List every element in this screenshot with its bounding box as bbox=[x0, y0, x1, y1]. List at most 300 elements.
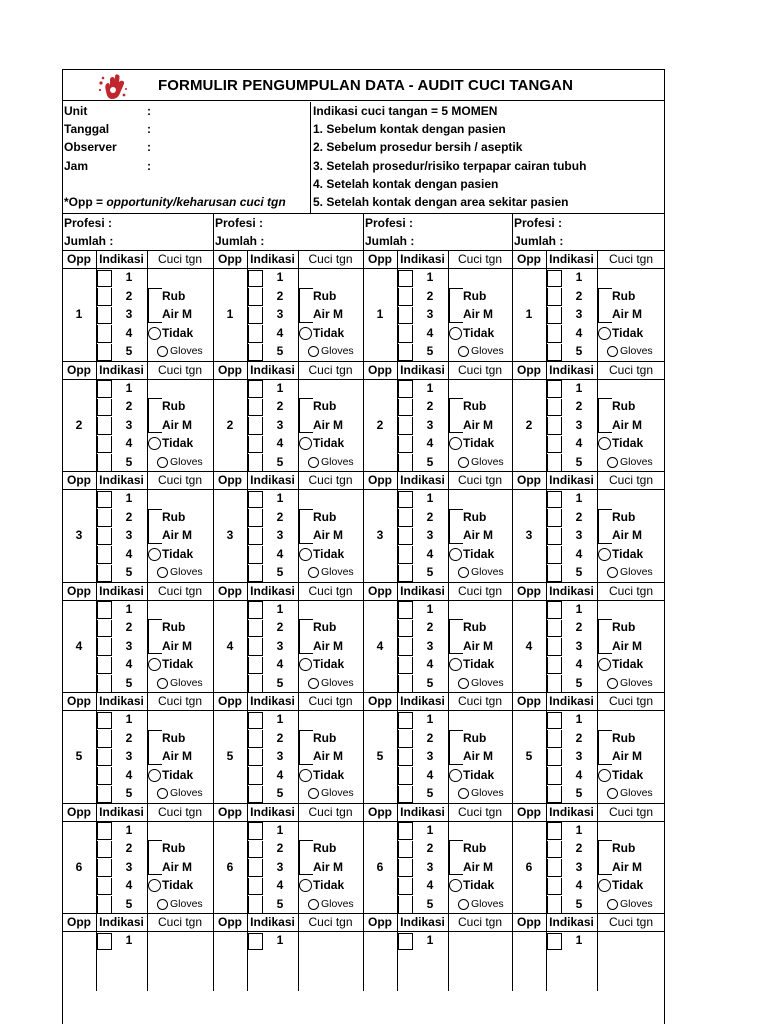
indikasi-checkbox[interactable] bbox=[248, 859, 263, 876]
indikasi-checkbox[interactable] bbox=[547, 822, 562, 839]
indikasi-checkbox[interactable] bbox=[248, 565, 263, 582]
indikasi-checkbox[interactable] bbox=[398, 288, 413, 305]
rub-checkbox[interactable] bbox=[148, 840, 162, 875]
indikasi-checkbox[interactable] bbox=[547, 509, 562, 526]
indikasi-option-3: 3 bbox=[276, 307, 284, 322]
option-air-m: Air M bbox=[463, 859, 493, 874]
indikasi-option-1: 1 bbox=[276, 601, 284, 616]
option-air-m: Air M bbox=[463, 417, 493, 432]
indikasi-option-3: 3 bbox=[125, 417, 133, 432]
indikasi-checkbox[interactable] bbox=[398, 565, 413, 582]
rub-checkbox[interactable] bbox=[299, 288, 313, 323]
rub-checkbox[interactable] bbox=[148, 509, 162, 544]
rub-checkbox[interactable] bbox=[299, 730, 313, 765]
indikasi-checkbox[interactable] bbox=[398, 749, 413, 766]
gloves-radio[interactable] bbox=[607, 678, 618, 689]
indikasi-checkbox[interactable] bbox=[398, 380, 413, 397]
field-colon: : bbox=[147, 104, 151, 118]
option-tidak: Tidak bbox=[612, 657, 644, 672]
indikasi-option-4: 4 bbox=[575, 436, 583, 451]
indikasi-checkbox[interactable] bbox=[398, 712, 413, 729]
indikasi-checkbox[interactable] bbox=[398, 841, 413, 858]
col-divider bbox=[363, 913, 364, 991]
tidak-radio[interactable] bbox=[449, 327, 462, 340]
rub-checkbox[interactable] bbox=[598, 619, 612, 654]
indikasi-checkbox[interactable] bbox=[97, 638, 112, 655]
jumlah-label: Jumlah : bbox=[64, 234, 114, 248]
header-cuci-tgn: Cuci tgn bbox=[608, 583, 654, 598]
tidak-radio[interactable] bbox=[449, 548, 462, 561]
indikasi-checkbox[interactable] bbox=[547, 675, 562, 692]
indikasi-checkbox[interactable] bbox=[547, 749, 562, 766]
header-cuci-tgn: Cuci tgn bbox=[608, 804, 654, 819]
indikasi-checkbox[interactable] bbox=[97, 344, 112, 361]
indikasi-option-4: 4 bbox=[426, 436, 434, 451]
option-tidak: Tidak bbox=[612, 436, 644, 451]
header-cuci-tgn: Cuci tgn bbox=[157, 252, 203, 266]
indikasi-checkbox[interactable] bbox=[97, 933, 112, 950]
opp-note bbox=[64, 193, 286, 211]
indikasi-checkbox[interactable] bbox=[97, 620, 112, 637]
opp-number: 6 bbox=[376, 859, 384, 874]
option-rub: Rub bbox=[313, 509, 337, 524]
tidak-radio[interactable] bbox=[598, 327, 611, 340]
option-gloves: Gloves bbox=[170, 455, 203, 468]
header-indikasi: Indikasi bbox=[99, 473, 144, 487]
indikasi-checkbox[interactable] bbox=[248, 491, 263, 508]
gloves-radio[interactable] bbox=[308, 457, 319, 468]
indikasi-checkbox[interactable] bbox=[248, 878, 263, 895]
indikasi-checkbox[interactable] bbox=[97, 546, 112, 563]
field-colon: : bbox=[147, 122, 151, 137]
header-indikasi: Indikasi bbox=[250, 583, 295, 598]
indikasi-option-4: 4 bbox=[125, 657, 133, 672]
indikasi-option-4: 4 bbox=[276, 436, 284, 451]
indikasi-option-5: 5 bbox=[125, 786, 133, 801]
indikasi-checkbox[interactable] bbox=[547, 344, 562, 361]
header-opp: Opp bbox=[67, 694, 91, 708]
jumlah-label: Jumlah : bbox=[365, 234, 415, 248]
rub-checkbox[interactable] bbox=[148, 288, 162, 323]
opp-number: 2 bbox=[525, 417, 533, 432]
indikasi-checkbox[interactable] bbox=[398, 933, 413, 950]
header-indikasi: Indikasi bbox=[549, 804, 594, 819]
indikasi-checkbox[interactable] bbox=[398, 528, 413, 545]
header-opp: Opp bbox=[368, 804, 392, 819]
indikasi-option-5: 5 bbox=[575, 786, 583, 801]
col-divider bbox=[664, 692, 665, 803]
option-gloves: Gloves bbox=[321, 345, 354, 358]
indikasi-checkbox[interactable] bbox=[97, 859, 112, 876]
indikasi-checkbox[interactable] bbox=[97, 767, 112, 784]
indikasi-checkbox[interactable] bbox=[248, 822, 263, 839]
tidak-radio[interactable] bbox=[148, 327, 161, 340]
profesi-label: Profesi : bbox=[365, 216, 414, 230]
indikasi-checkbox[interactable] bbox=[248, 399, 263, 416]
indikasi-checkbox[interactable] bbox=[547, 436, 562, 453]
indikasi-option-2: 2 bbox=[426, 730, 434, 745]
indikasi-option-4: 4 bbox=[575, 878, 583, 893]
indikasi-checkbox[interactable] bbox=[248, 767, 263, 784]
indikasi-option-5: 5 bbox=[575, 454, 583, 469]
rub-checkbox[interactable] bbox=[299, 619, 313, 654]
indikasi-checkbox[interactable] bbox=[547, 270, 562, 287]
indikasi-checkbox[interactable] bbox=[97, 749, 112, 766]
header-cuci-tgn: Cuci tgn bbox=[608, 473, 654, 487]
indikasi-checkbox[interactable] bbox=[398, 436, 413, 453]
indikasi-checkbox[interactable] bbox=[547, 730, 562, 747]
indikasi-checkbox[interactable] bbox=[97, 730, 112, 747]
indikasi-option-1: 1 bbox=[575, 822, 583, 837]
indikasi-option-5: 5 bbox=[125, 454, 133, 469]
indikasi-checkbox[interactable] bbox=[248, 712, 263, 729]
tidak-radio[interactable] bbox=[299, 769, 312, 782]
indikasi-checkbox[interactable] bbox=[398, 878, 413, 895]
indikasi-option-5: 5 bbox=[575, 675, 583, 690]
gloves-radio[interactable] bbox=[607, 457, 618, 468]
option-air-m: Air M bbox=[162, 859, 192, 874]
indikasi-option-1: 1 bbox=[575, 601, 583, 616]
rub-checkbox[interactable] bbox=[299, 398, 313, 433]
indikasi-checkbox[interactable] bbox=[547, 454, 562, 471]
indikasi-checkbox[interactable] bbox=[97, 417, 112, 434]
rub-checkbox[interactable] bbox=[449, 840, 463, 875]
indikasi-checkbox[interactable] bbox=[547, 767, 562, 784]
option-air-m: Air M bbox=[313, 859, 343, 874]
indikasi-checkbox[interactable] bbox=[97, 380, 112, 397]
indikasi-checkbox[interactable] bbox=[398, 767, 413, 784]
indikasi-option-1: 1 bbox=[125, 491, 133, 506]
gloves-radio[interactable] bbox=[157, 899, 168, 910]
indikasi-checkbox[interactable] bbox=[547, 491, 562, 508]
option-gloves: Gloves bbox=[321, 455, 354, 468]
option-tidak: Tidak bbox=[612, 546, 644, 561]
indikasi-checkbox[interactable] bbox=[547, 546, 562, 563]
indikasi-checkbox[interactable] bbox=[248, 601, 263, 618]
indikasi-checkbox[interactable] bbox=[547, 657, 562, 674]
rub-checkbox[interactable] bbox=[449, 619, 463, 654]
sub-divider bbox=[298, 913, 299, 991]
option-rub: Rub bbox=[313, 399, 337, 414]
option-tidak: Tidak bbox=[463, 436, 495, 451]
gloves-radio[interactable] bbox=[458, 899, 469, 910]
indikasi-checkbox[interactable] bbox=[248, 307, 263, 324]
indikasi-checkbox[interactable] bbox=[97, 786, 112, 803]
indikasi-checkbox[interactable] bbox=[248, 344, 263, 361]
option-gloves: Gloves bbox=[471, 676, 504, 689]
rub-checkbox[interactable] bbox=[449, 398, 463, 433]
indikasi-option-5: 5 bbox=[125, 565, 133, 580]
header-opp: Opp bbox=[517, 694, 541, 708]
indikasi-checkbox[interactable] bbox=[547, 896, 562, 913]
indikasi-option-1: 1 bbox=[125, 822, 133, 837]
indikasi-checkbox[interactable] bbox=[248, 657, 263, 674]
header-indikasi: Indikasi bbox=[549, 583, 594, 598]
indikasi-option-4: 4 bbox=[125, 436, 133, 451]
option-gloves: Gloves bbox=[170, 897, 203, 910]
rub-checkbox[interactable] bbox=[449, 509, 463, 544]
indikasi-checkbox[interactable] bbox=[97, 675, 112, 692]
indikasi-checkbox[interactable] bbox=[97, 509, 112, 526]
indikasi-checkbox[interactable] bbox=[248, 380, 263, 397]
indikasi-option-1: 1 bbox=[276, 270, 284, 285]
indikasi-checkbox[interactable] bbox=[248, 325, 263, 342]
option-rub: Rub bbox=[612, 399, 636, 414]
opp-number: 1 bbox=[525, 307, 533, 322]
jumlah-label: Jumlah : bbox=[215, 234, 265, 248]
indikasi-option-3: 3 bbox=[575, 307, 583, 322]
indikasi-checkbox[interactable] bbox=[547, 712, 562, 729]
col-divider bbox=[62, 913, 63, 991]
indikasi-checkbox[interactable] bbox=[248, 896, 263, 913]
header-indikasi: Indikasi bbox=[250, 362, 295, 377]
rub-checkbox[interactable] bbox=[148, 730, 162, 765]
indikasi-checkbox[interactable] bbox=[248, 436, 263, 453]
indikasi-checkbox[interactable] bbox=[398, 786, 413, 803]
indikasi-checkbox[interactable] bbox=[547, 841, 562, 858]
indikasi-checkbox[interactable] bbox=[398, 325, 413, 342]
header-opp: Opp bbox=[218, 694, 242, 708]
option-gloves: Gloves bbox=[471, 566, 504, 579]
indikasi-option-1: 1 bbox=[426, 601, 434, 616]
option-gloves: Gloves bbox=[321, 897, 354, 910]
indikasi-checkbox[interactable] bbox=[547, 620, 562, 637]
indikasi-checkbox[interactable] bbox=[398, 307, 413, 324]
indikasi-checkbox[interactable] bbox=[97, 822, 112, 839]
rub-checkbox[interactable] bbox=[598, 840, 612, 875]
header-indikasi: Indikasi bbox=[400, 362, 445, 377]
tidak-radio[interactable] bbox=[299, 548, 312, 561]
rub-checkbox[interactable] bbox=[148, 398, 162, 433]
indikasi-option-1: 1 bbox=[276, 822, 284, 837]
sub-divider bbox=[397, 913, 398, 991]
tidak-radio[interactable] bbox=[449, 769, 462, 782]
indikasi-checkbox[interactable] bbox=[547, 878, 562, 895]
gloves-radio[interactable] bbox=[458, 457, 469, 468]
indikasi-checkbox[interactable] bbox=[97, 270, 112, 287]
indikasi-checkbox[interactable] bbox=[97, 399, 112, 416]
indikasi-option-2: 2 bbox=[276, 841, 284, 856]
indikasi-checkbox[interactable] bbox=[97, 712, 112, 729]
indikasi-checkbox[interactable] bbox=[547, 933, 562, 950]
indikasi-option-4: 4 bbox=[276, 546, 284, 561]
indikasi-checkbox[interactable] bbox=[248, 749, 263, 766]
rub-checkbox[interactable] bbox=[598, 288, 612, 323]
header-cuci-tgn: Cuci tgn bbox=[157, 362, 203, 377]
indikasi-checkbox[interactable] bbox=[547, 859, 562, 876]
indikasi-checkbox[interactable] bbox=[547, 399, 562, 416]
indikasi-checkbox[interactable] bbox=[398, 657, 413, 674]
indikasi-option-5: 5 bbox=[426, 675, 434, 690]
option-tidak: Tidak bbox=[162, 546, 194, 561]
opp-number: 2 bbox=[376, 417, 384, 432]
gloves-radio[interactable] bbox=[607, 899, 618, 910]
header-opp: Opp bbox=[368, 473, 392, 487]
indikasi-checkbox[interactable] bbox=[97, 878, 112, 895]
indikasi-checkbox[interactable] bbox=[398, 896, 413, 913]
indikasi-option-2: 2 bbox=[426, 620, 434, 635]
indikasi-checkbox[interactable] bbox=[97, 896, 112, 913]
option-gloves: Gloves bbox=[620, 787, 653, 800]
indikasi-checkbox[interactable] bbox=[97, 841, 112, 858]
sub-divider bbox=[147, 913, 148, 991]
gloves-radio[interactable] bbox=[458, 678, 469, 689]
gloves-radio[interactable] bbox=[308, 678, 319, 689]
option-tidak: Tidak bbox=[162, 657, 194, 672]
indikasi-checkbox[interactable] bbox=[248, 638, 263, 655]
indikasi-option-4: 4 bbox=[426, 657, 434, 672]
indikasi-checkbox[interactable] bbox=[248, 509, 263, 526]
option-gloves: Gloves bbox=[620, 455, 653, 468]
opp-number: 1 bbox=[226, 307, 234, 322]
indikasi-checkbox[interactable] bbox=[398, 822, 413, 839]
indikasi-checkbox[interactable] bbox=[248, 528, 263, 545]
indikasi-checkbox[interactable] bbox=[97, 565, 112, 582]
indikasi-option-4: 4 bbox=[426, 546, 434, 561]
option-air-m: Air M bbox=[463, 638, 493, 653]
sub-divider bbox=[597, 913, 598, 991]
indikasi-option-3: 3 bbox=[575, 417, 583, 432]
indikasi-checkbox[interactable] bbox=[398, 638, 413, 655]
rub-checkbox[interactable] bbox=[598, 730, 612, 765]
indikasi-option-2: 2 bbox=[575, 509, 583, 524]
header-indikasi: Indikasi bbox=[549, 473, 594, 487]
rub-checkbox[interactable] bbox=[449, 288, 463, 323]
indikasi-checkbox[interactable] bbox=[547, 307, 562, 324]
indikasi-checkbox[interactable] bbox=[248, 841, 263, 858]
indikasi-option-3: 3 bbox=[276, 749, 284, 764]
indikasi-checkbox[interactable] bbox=[248, 454, 263, 471]
header-opp: Opp bbox=[368, 915, 392, 929]
indikasi-checkbox[interactable] bbox=[547, 380, 562, 397]
rub-checkbox[interactable] bbox=[299, 840, 313, 875]
option-air-m: Air M bbox=[313, 307, 343, 322]
header-opp: Opp bbox=[517, 804, 541, 819]
indikasi-checkbox[interactable] bbox=[248, 546, 263, 563]
indikasi-option-5: 5 bbox=[125, 344, 133, 359]
opp-note-text: opportunity/keharusan cuci tgn bbox=[106, 195, 286, 209]
indikasi-checkbox[interactable] bbox=[547, 786, 562, 803]
gloves-radio[interactable] bbox=[157, 678, 168, 689]
header-cuci-tgn: Cuci tgn bbox=[608, 694, 654, 708]
header-indikasi: Indikasi bbox=[400, 473, 445, 487]
indikasi-checkbox[interactable] bbox=[97, 288, 112, 305]
rub-checkbox[interactable] bbox=[598, 398, 612, 433]
header-opp: Opp bbox=[67, 252, 91, 266]
rub-checkbox[interactable] bbox=[148, 619, 162, 654]
indikasi-checkbox[interactable] bbox=[398, 859, 413, 876]
indikasi-checkbox[interactable] bbox=[248, 270, 263, 287]
indikasi-checkbox[interactable] bbox=[398, 417, 413, 434]
option-air-m: Air M bbox=[612, 749, 642, 764]
tidak-radio[interactable] bbox=[598, 769, 611, 782]
indikasi-checkbox[interactable] bbox=[97, 491, 112, 508]
rub-checkbox[interactable] bbox=[299, 509, 313, 544]
indikasi-checkbox[interactable] bbox=[248, 417, 263, 434]
indikasi-checkbox[interactable] bbox=[398, 509, 413, 526]
header-opp: Opp bbox=[67, 362, 91, 377]
indikasi-option-4: 4 bbox=[276, 325, 284, 340]
indikasi-option-2: 2 bbox=[426, 509, 434, 524]
indikasi-checkbox[interactable] bbox=[547, 325, 562, 342]
indikasi-option-3: 3 bbox=[575, 638, 583, 653]
indikasi-checkbox[interactable] bbox=[398, 675, 413, 692]
indikasi-checkbox[interactable] bbox=[547, 638, 562, 655]
option-gloves: Gloves bbox=[620, 676, 653, 689]
header-indikasi: Indikasi bbox=[250, 694, 295, 708]
indikasi-option-3: 3 bbox=[276, 638, 284, 653]
indikasi-checkbox[interactable] bbox=[248, 620, 263, 637]
indikasi-checkbox[interactable] bbox=[547, 417, 562, 434]
option-air-m: Air M bbox=[463, 528, 493, 543]
gloves-radio[interactable] bbox=[157, 457, 168, 468]
indikasi-checkbox[interactable] bbox=[248, 786, 263, 803]
indikasi-checkbox[interactable] bbox=[398, 270, 413, 287]
indikasi-option-2: 2 bbox=[575, 841, 583, 856]
indikasi-option-3: 3 bbox=[125, 859, 133, 874]
indikasi-checkbox[interactable] bbox=[97, 657, 112, 674]
opp-number: 6 bbox=[75, 859, 83, 874]
tidak-radio[interactable] bbox=[148, 548, 161, 561]
tidak-radio[interactable] bbox=[598, 548, 611, 561]
indikasi-checkbox[interactable] bbox=[248, 288, 263, 305]
indikasi-checkbox[interactable] bbox=[97, 454, 112, 471]
option-air-m: Air M bbox=[612, 638, 642, 653]
indikasi-checkbox[interactable] bbox=[398, 454, 413, 471]
indikasi-option-3: 3 bbox=[575, 749, 583, 764]
jumlah-label: Jumlah : bbox=[514, 234, 564, 248]
indikasi-checkbox[interactable] bbox=[97, 307, 112, 324]
header-indikasi: Indikasi bbox=[99, 583, 144, 598]
header-opp: Opp bbox=[67, 804, 91, 819]
indikasi-checkbox[interactable] bbox=[547, 288, 562, 305]
indikasi-checkbox[interactable] bbox=[398, 399, 413, 416]
indikasi-checkbox[interactable] bbox=[398, 491, 413, 508]
tidak-radio[interactable] bbox=[299, 327, 312, 340]
indikasi-option-4: 4 bbox=[575, 325, 583, 340]
option-gloves: Gloves bbox=[321, 566, 354, 579]
indikasi-option-3: 3 bbox=[426, 528, 434, 543]
indikasi-checkbox[interactable] bbox=[547, 528, 562, 545]
indikasi-checkbox[interactable] bbox=[248, 933, 263, 950]
gloves-radio[interactable] bbox=[308, 899, 319, 910]
indikasi-checkbox[interactable] bbox=[398, 601, 413, 618]
indikasi-checkbox[interactable] bbox=[398, 546, 413, 563]
rub-checkbox[interactable] bbox=[449, 730, 463, 765]
indikasi-option-2: 2 bbox=[575, 730, 583, 745]
option-rub: Rub bbox=[313, 620, 337, 635]
indikasi-checkbox[interactable] bbox=[547, 565, 562, 582]
indikasi-checkbox[interactable] bbox=[97, 528, 112, 545]
option-tidak: Tidak bbox=[463, 767, 495, 782]
indikasi-checkbox[interactable] bbox=[97, 325, 112, 342]
indikasi-option-5: 5 bbox=[276, 565, 284, 580]
indikasi-checkbox[interactable] bbox=[248, 730, 263, 747]
indikasi-checkbox[interactable] bbox=[248, 675, 263, 692]
indikasi-checkbox[interactable] bbox=[398, 344, 413, 361]
indikasi-checkbox[interactable] bbox=[97, 436, 112, 453]
indikasi-checkbox[interactable] bbox=[398, 620, 413, 637]
moment-4: 4. Setelah kontak dengan pasien bbox=[313, 176, 499, 191]
indikasi-option-4: 4 bbox=[125, 546, 133, 561]
indikasi-checkbox[interactable] bbox=[547, 601, 562, 618]
indikasi-option-4: 4 bbox=[125, 878, 133, 893]
tidak-radio[interactable] bbox=[148, 769, 161, 782]
rub-checkbox[interactable] bbox=[598, 509, 612, 544]
indikasi-checkbox[interactable] bbox=[398, 730, 413, 747]
indikasi-checkbox[interactable] bbox=[97, 601, 112, 618]
option-gloves: Gloves bbox=[471, 455, 504, 468]
